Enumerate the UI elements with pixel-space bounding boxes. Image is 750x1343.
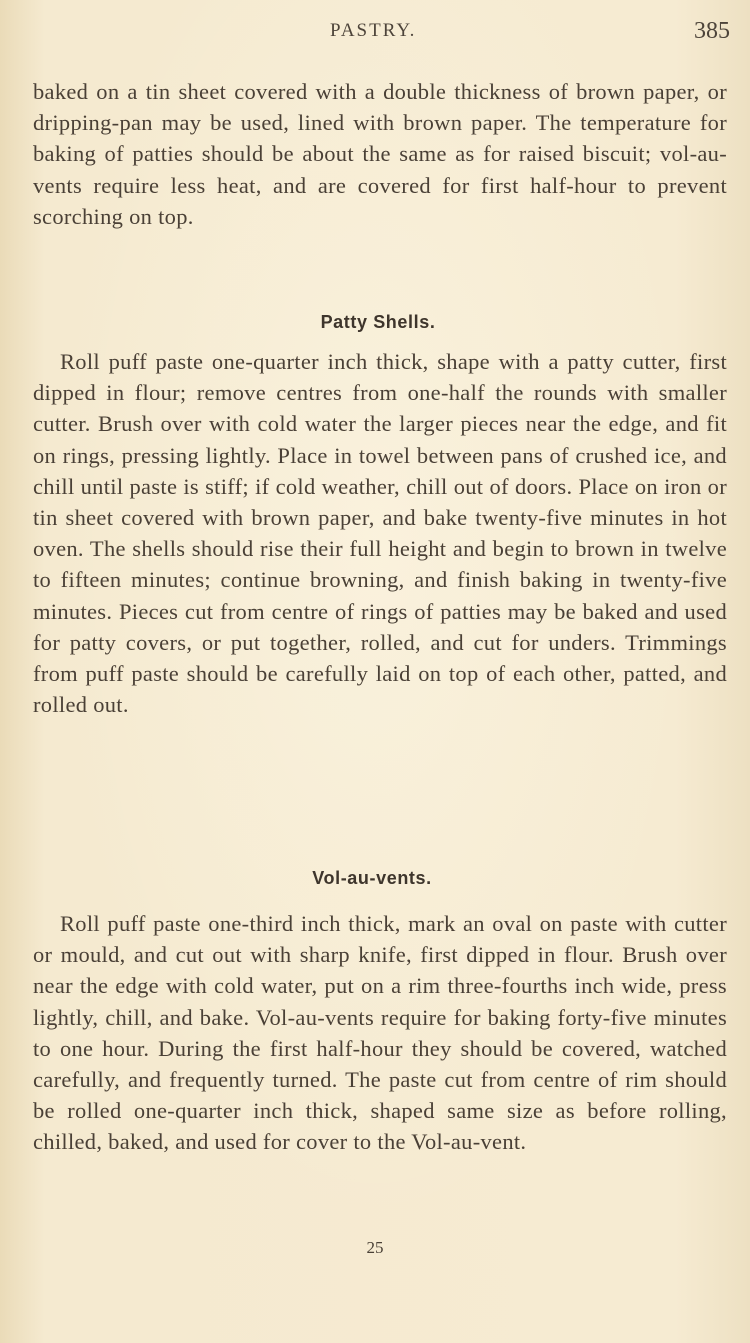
- section-heading-vol-au-vents: Vol-au-vents.: [312, 868, 432, 888]
- running-title: PASTRY.: [330, 20, 417, 41]
- vol-au-vents-paragraph: Roll puff paste one-third inch thick, mark an oval on paste with cutter or mould, and cut out with sharp knife, first dipped in flour. Brush over near the edge with cold water, put on a rim three-fourths inch wide, press lightly, chill, and bake. Vol-au-vents require for baking forty-five minutes to one hour. During the first half-hour they should be covered, watched carefully, and frequently turned. The paste cut from centre of rim should be rolled one-quarter inch thick, shaped same size as before rolling, chilled, baked, and used for cover to the Vol-au-vent.: [33, 911, 727, 1155]
- vol-au-vents-paragraph-block: [33, 908, 727, 1158]
- page-number: 385: [694, 18, 730, 44]
- intro-paragraph-block: [33, 76, 727, 232]
- patty-shells-paragraph-block: [33, 346, 727, 720]
- patty-shells-paragraph: Roll puff paste one-quarter inch thick, shape with a patty cutter, first dipped in flour; remove centres from one-half the rounds with smaller cutter. Brush over with cold water the larger pieces near the edge, and fit on rings, pressing lightly. Place in towel between pans of crushed ice, and chill until paste is stiff; if cold weather, chill out of doors. Place on iron or tin sheet covered with brown paper, and bake twenty-five minutes in hot oven. The shells should rise their full height and begin to brown in twelve to fifteen minutes; continue browning, and finish baking in twenty-five minutes. Pieces cut from centre of rings of patties may be baked and used for patty covers, or put together, rolled, and cut for unders. Trimmings from puff paste should be carefully laid on top of each other, patted, and rolled out.: [33, 349, 727, 718]
- page-header: [0, 16, 750, 50]
- section-heading-patty-shells: Patty Shells.: [320, 312, 436, 332]
- intro-paragraph: baked on a tin sheet covered with a double thickness of brown paper, or dripping-pan may be used, lined with brown paper. The temperature for baking of patties should be about the same as for raised biscuit; vol-au-vents require less heat, and are covered for first half-hour to prevent scorching on top.: [33, 79, 727, 229]
- signature-mark: 25: [366, 1238, 384, 1257]
